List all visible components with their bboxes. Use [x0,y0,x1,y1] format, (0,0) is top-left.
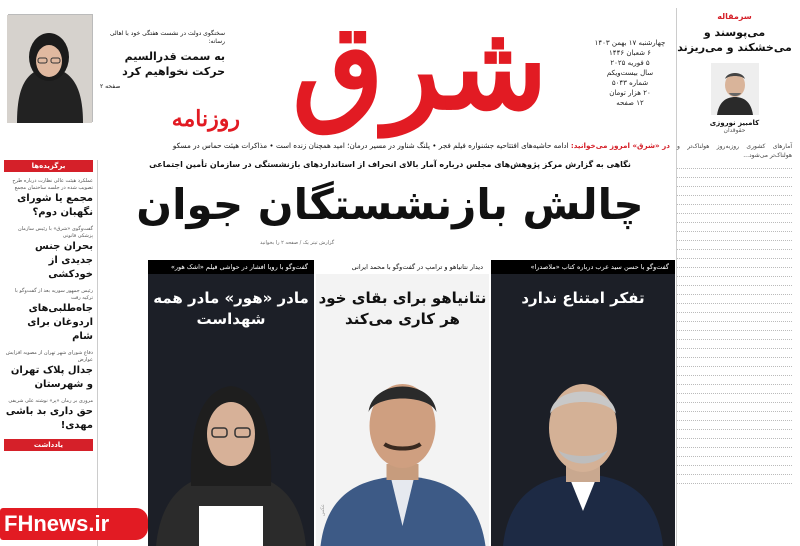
headline-credit: گزارش تیتر یک / صفحه ۲ را بخوانید [260,240,335,246]
in-today-ticker [0,137,676,155]
main-headline[interactable]: چالش بازنشستگان جوان [136,180,644,229]
dateline: چهارشنبه ۱۷ بهمن ۱۴۰۳ ۶ شعبان ۱۴۴۶ ۵ فوریه ۲۰۲۵ سال بیست‌ویکم شماره ۵۰۴۳ ۲۰ هزار تومان ۱۲ صفحه [594,39,666,107]
promo-page: صفحه ۲ [100,83,121,90]
list-item[interactable]: دفاع شورای شهر تهران از مصوبه افزایش عوارض جدال پلاک تهران و شهرستان [5,350,93,390]
list-item[interactable]: گفت‌وگوی «شرق» با رئیس سازمان پزشکی قانونی بحران جنس جدیدی از خودکشی [17,226,93,280]
logo-main: شرق [292,0,548,136]
spokesperson-photo [8,14,93,122]
interview-panel-3[interactable] [148,260,314,546]
woman-portrait [151,346,311,546]
list-item[interactable]: عملکرد هیئت عالی نظارت درباره طرح تصویب شده در جلسه ساختمان مجمع مجمع یا شورای نگهبان دوم؟ [12,178,93,218]
logo-small: روزنامه [171,106,240,132]
note-label: یادداشت [4,439,93,451]
man-portrait [498,346,668,546]
list-item[interactable]: مروری بر رمان «پر» نوشته علی شریفی حق داری بد باشی مهدی! [5,398,93,431]
editorial-author: کامبیز نوروزی [709,119,760,127]
panel-kicker: دیدار نتانیاهو و ترامپ در گفت‌وگو با محمد ایرانی [316,260,489,274]
ticker-text: ادامه حاشیه‌های افتتاحیه جشنواره فیلم فجر • پلنگ شناور در مسیر درمان؛ امید همچنان زنده است • مذاکرات هیئت حماس در مسکو [172,141,569,150]
promo-small: سخنگوی دولت در نشست هفتگی خود با اهالی رسانه: [109,30,225,45]
editorial-kicker: سرمقاله [717,12,752,21]
panel-kicker: گفت‌وگو با حسن سید عرب درباره کتاب «ملاصدرا» [491,260,675,274]
highlights-label: برگزیده‌ها [4,160,93,172]
main-subhead: نگاهی به گزارش مرکز پژوهش‌های مجلس درباره آمار بالای انحراف از استانداردهای بازنشستگی در سازمان تأمین اجتماعی [149,160,631,169]
panel-title: مادر «هور» مادر همه شهداست [153,289,309,328]
promo-headline: به سمت قدرالسیم حرکت نخواهیم کرد [122,50,225,78]
highlights-column [0,160,98,546]
interview-panel-2[interactable] [316,260,489,546]
ticker-label: در «شرق» امروز می‌خوانید: [570,141,670,150]
watermark-text: FHnews.ir [4,511,110,536]
author-photo [711,63,759,115]
panel-title: نتانیاهو برای بقای خود هر کاری می‌کند [318,289,487,328]
editorial-column [676,8,796,546]
editorial-author-role: حقوقدان [723,127,746,134]
panel-kicker: گفت‌وگو با رویا افشار در حواشی فیلم «اشک هور» [148,260,314,274]
interview-panel-1[interactable] [491,260,675,546]
man-portrait [320,346,485,546]
editorial-body: آمارهای کشوری روزبه‌روز هولناک‌تر و هولناک‌تر می‌شود... [677,142,792,484]
editorial-title: می‌پوسند و می‌خشکند و می‌ریزند [677,26,792,54]
fhnews-watermark [0,508,148,540]
photo-credit: عکس [320,503,326,516]
list-item[interactable]: رئیس جمهور سوریه بعد از گفت‌وگو با ترکیه رفت جاه‌طلبی‌های اردوغان برای شام [14,288,93,342]
promo-box [100,30,225,91]
panel-title: تفکر امتناع ندارد [521,289,645,307]
